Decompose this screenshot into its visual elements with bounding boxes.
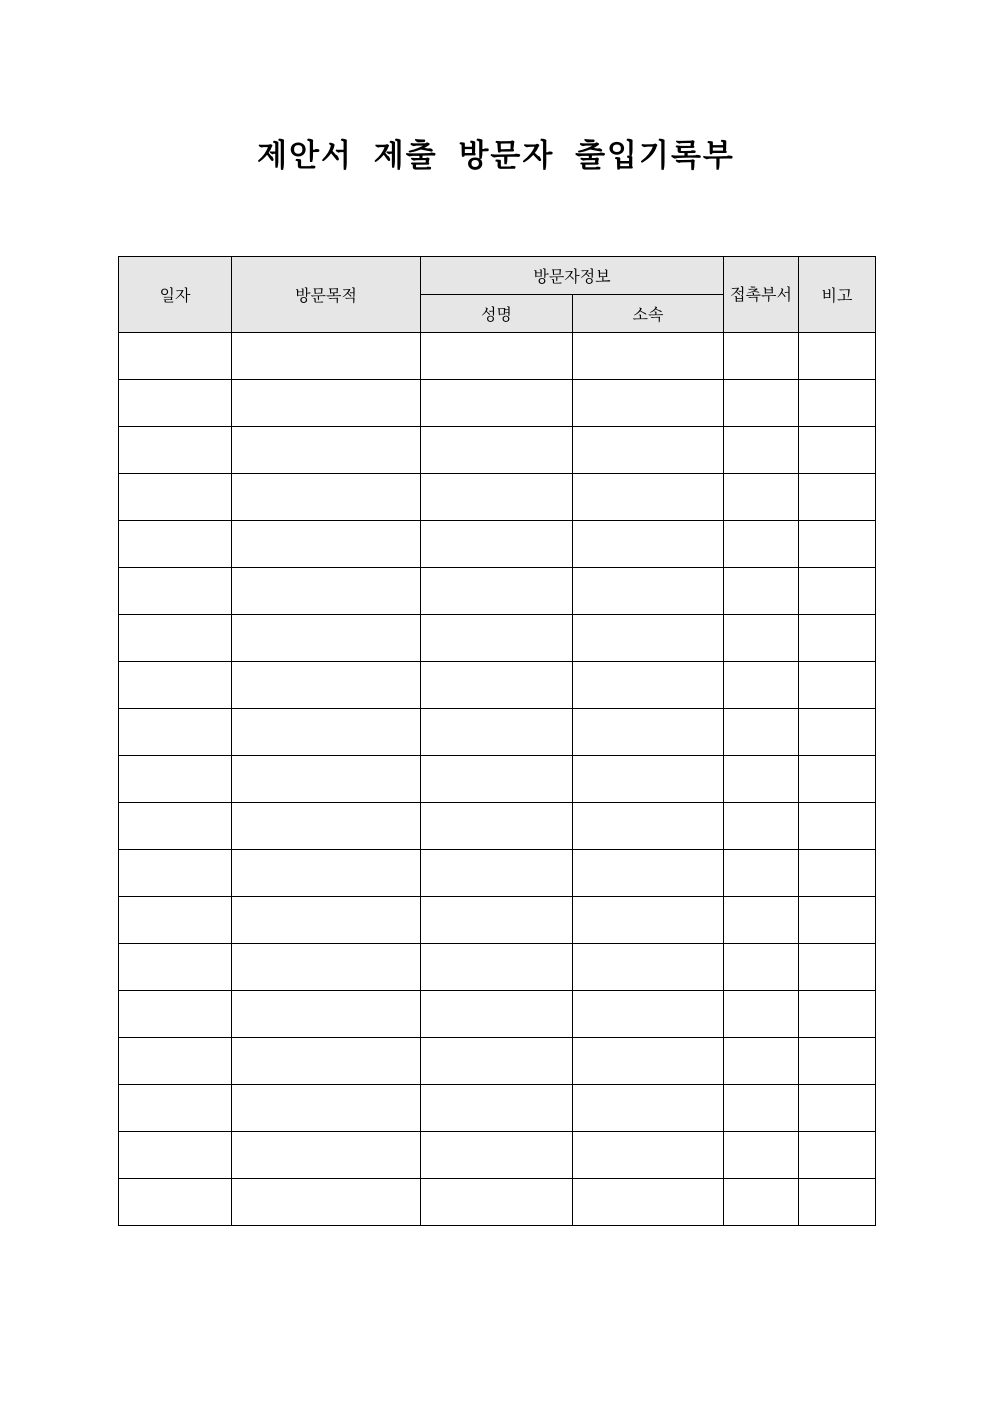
cell-date[interactable] xyxy=(119,944,232,991)
cell-affiliation[interactable] xyxy=(573,991,724,1038)
cell-contact-department[interactable] xyxy=(724,944,799,991)
cell-purpose[interactable] xyxy=(232,474,421,521)
table-row xyxy=(119,897,876,944)
header-remarks: 비고 xyxy=(799,257,876,333)
cell-contact-department[interactable] xyxy=(724,897,799,944)
cell-date[interactable] xyxy=(119,474,232,521)
cell-contact-department[interactable] xyxy=(724,474,799,521)
cell-purpose[interactable] xyxy=(232,709,421,756)
cell-contact-department[interactable] xyxy=(724,662,799,709)
cell-contact-department[interactable] xyxy=(724,333,799,380)
cell-name[interactable] xyxy=(421,474,573,521)
cell-purpose[interactable] xyxy=(232,662,421,709)
cell-date[interactable] xyxy=(119,803,232,850)
cell-remarks[interactable] xyxy=(799,662,876,709)
cell-purpose[interactable] xyxy=(232,944,421,991)
cell-name[interactable] xyxy=(421,1132,573,1179)
cell-purpose[interactable] xyxy=(232,333,421,380)
table-header xyxy=(119,257,876,333)
cell-remarks[interactable] xyxy=(799,850,876,897)
cell-purpose[interactable] xyxy=(232,1085,421,1132)
header-contact-department: 접촉부서 xyxy=(724,257,799,333)
cell-affiliation[interactable] xyxy=(573,709,724,756)
cell-name[interactable] xyxy=(421,427,573,474)
cell-affiliation[interactable] xyxy=(573,756,724,803)
table-row xyxy=(119,662,876,709)
cell-affiliation[interactable] xyxy=(573,944,724,991)
cell-date[interactable] xyxy=(119,568,232,615)
cell-remarks[interactable] xyxy=(799,427,876,474)
cell-name[interactable] xyxy=(421,521,573,568)
table-row xyxy=(119,756,876,803)
cell-remarks[interactable] xyxy=(799,568,876,615)
cell-remarks[interactable] xyxy=(799,474,876,521)
cell-date[interactable] xyxy=(119,1179,232,1226)
cell-date[interactable] xyxy=(119,991,232,1038)
cell-date[interactable] xyxy=(119,521,232,568)
cell-affiliation[interactable] xyxy=(573,1085,724,1132)
cell-affiliation[interactable] xyxy=(573,897,724,944)
cell-contact-department[interactable] xyxy=(724,1179,799,1226)
cell-contact-department[interactable] xyxy=(724,1132,799,1179)
cell-date[interactable] xyxy=(119,756,232,803)
header-date: 일자 xyxy=(119,257,232,333)
header-name: 성명 xyxy=(421,295,573,333)
cell-contact-department[interactable] xyxy=(724,521,799,568)
table-row xyxy=(119,427,876,474)
cell-affiliation[interactable] xyxy=(573,615,724,662)
cell-name[interactable] xyxy=(421,803,573,850)
table-row xyxy=(119,1038,876,1085)
cell-purpose[interactable] xyxy=(232,1179,421,1226)
header-row-1 xyxy=(119,257,876,295)
cell-affiliation[interactable] xyxy=(573,662,724,709)
cell-purpose[interactable] xyxy=(232,521,421,568)
page-title: 제안서 제출 방문자 출입기록부 xyxy=(257,138,735,174)
table-row xyxy=(119,568,876,615)
cell-purpose[interactable] xyxy=(232,897,421,944)
cell-name[interactable] xyxy=(421,1179,573,1226)
cell-date[interactable] xyxy=(119,615,232,662)
cell-purpose[interactable] xyxy=(232,803,421,850)
cell-remarks[interactable] xyxy=(799,333,876,380)
cell-purpose[interactable] xyxy=(232,1132,421,1179)
table-row xyxy=(119,615,876,662)
table-row xyxy=(119,850,876,897)
cell-date[interactable] xyxy=(119,1085,232,1132)
cell-contact-department[interactable] xyxy=(724,1085,799,1132)
table-row xyxy=(119,521,876,568)
header-purpose: 방문목적 xyxy=(232,257,421,333)
cell-name[interactable] xyxy=(421,1038,573,1085)
cell-contact-department[interactable] xyxy=(724,850,799,897)
cell-date[interactable] xyxy=(119,709,232,756)
table-row xyxy=(119,803,876,850)
cell-affiliation[interactable] xyxy=(573,474,724,521)
cell-affiliation[interactable] xyxy=(573,333,724,380)
cell-remarks[interactable] xyxy=(799,756,876,803)
cell-name[interactable] xyxy=(421,568,573,615)
cell-remarks[interactable] xyxy=(799,991,876,1038)
cell-name[interactable] xyxy=(421,756,573,803)
cell-contact-department[interactable] xyxy=(724,756,799,803)
visitor-log-table xyxy=(118,256,876,1226)
cell-name[interactable] xyxy=(421,662,573,709)
cell-name[interactable] xyxy=(421,897,573,944)
cell-contact-department[interactable] xyxy=(724,380,799,427)
cell-date[interactable] xyxy=(119,1132,232,1179)
cell-affiliation[interactable] xyxy=(573,850,724,897)
cell-remarks[interactable] xyxy=(799,1085,876,1132)
cell-date[interactable] xyxy=(119,427,232,474)
table-row xyxy=(119,1179,876,1226)
table-row xyxy=(119,1085,876,1132)
cell-name[interactable] xyxy=(421,615,573,662)
cell-date[interactable] xyxy=(119,662,232,709)
cell-affiliation[interactable] xyxy=(573,521,724,568)
table-row xyxy=(119,474,876,521)
cell-affiliation[interactable] xyxy=(573,1132,724,1179)
cell-name[interactable] xyxy=(421,333,573,380)
cell-date[interactable] xyxy=(119,380,232,427)
cell-name[interactable] xyxy=(421,709,573,756)
cell-remarks[interactable] xyxy=(799,1038,876,1085)
table-row xyxy=(119,709,876,756)
cell-remarks[interactable] xyxy=(799,1179,876,1226)
cell-affiliation[interactable] xyxy=(573,380,724,427)
cell-remarks[interactable] xyxy=(799,380,876,427)
cell-date[interactable] xyxy=(119,897,232,944)
cell-affiliation[interactable] xyxy=(573,568,724,615)
cell-contact-department[interactable] xyxy=(724,427,799,474)
cell-purpose[interactable] xyxy=(232,427,421,474)
cell-name[interactable] xyxy=(421,944,573,991)
cell-purpose[interactable] xyxy=(232,991,421,1038)
table-row xyxy=(119,333,876,380)
cell-remarks[interactable] xyxy=(799,521,876,568)
header-visitor-info: 방문자정보 xyxy=(421,257,724,295)
cell-name[interactable] xyxy=(421,380,573,427)
cell-name[interactable] xyxy=(421,850,573,897)
cell-purpose[interactable] xyxy=(232,615,421,662)
cell-contact-department[interactable] xyxy=(724,1038,799,1085)
cell-contact-department[interactable] xyxy=(724,568,799,615)
table-row xyxy=(119,380,876,427)
cell-remarks[interactable] xyxy=(799,615,876,662)
table-row xyxy=(119,1132,876,1179)
table-row xyxy=(119,944,876,991)
cell-affiliation[interactable] xyxy=(573,803,724,850)
cell-purpose[interactable] xyxy=(232,568,421,615)
cell-date[interactable] xyxy=(119,1038,232,1085)
cell-contact-department[interactable] xyxy=(724,709,799,756)
cell-contact-department[interactable] xyxy=(724,991,799,1038)
cell-affiliation[interactable] xyxy=(573,1038,724,1085)
header-affiliation: 소속 xyxy=(573,295,724,333)
cell-remarks[interactable] xyxy=(799,803,876,850)
cell-date[interactable] xyxy=(119,333,232,380)
cell-date[interactable] xyxy=(119,850,232,897)
cell-purpose[interactable] xyxy=(232,850,421,897)
cell-name[interactable] xyxy=(421,1085,573,1132)
cell-affiliation[interactable] xyxy=(573,427,724,474)
cell-contact-department[interactable] xyxy=(724,615,799,662)
cell-remarks[interactable] xyxy=(799,897,876,944)
table-row xyxy=(119,991,876,1038)
cell-purpose[interactable] xyxy=(232,380,421,427)
cell-remarks[interactable] xyxy=(799,944,876,991)
cell-affiliation[interactable] xyxy=(573,1179,724,1226)
cell-remarks[interactable] xyxy=(799,1132,876,1179)
cell-purpose[interactable] xyxy=(232,756,421,803)
cell-remarks[interactable] xyxy=(799,709,876,756)
cell-name[interactable] xyxy=(421,991,573,1038)
cell-purpose[interactable] xyxy=(232,1038,421,1085)
table-body xyxy=(119,333,876,1226)
cell-contact-department[interactable] xyxy=(724,803,799,850)
